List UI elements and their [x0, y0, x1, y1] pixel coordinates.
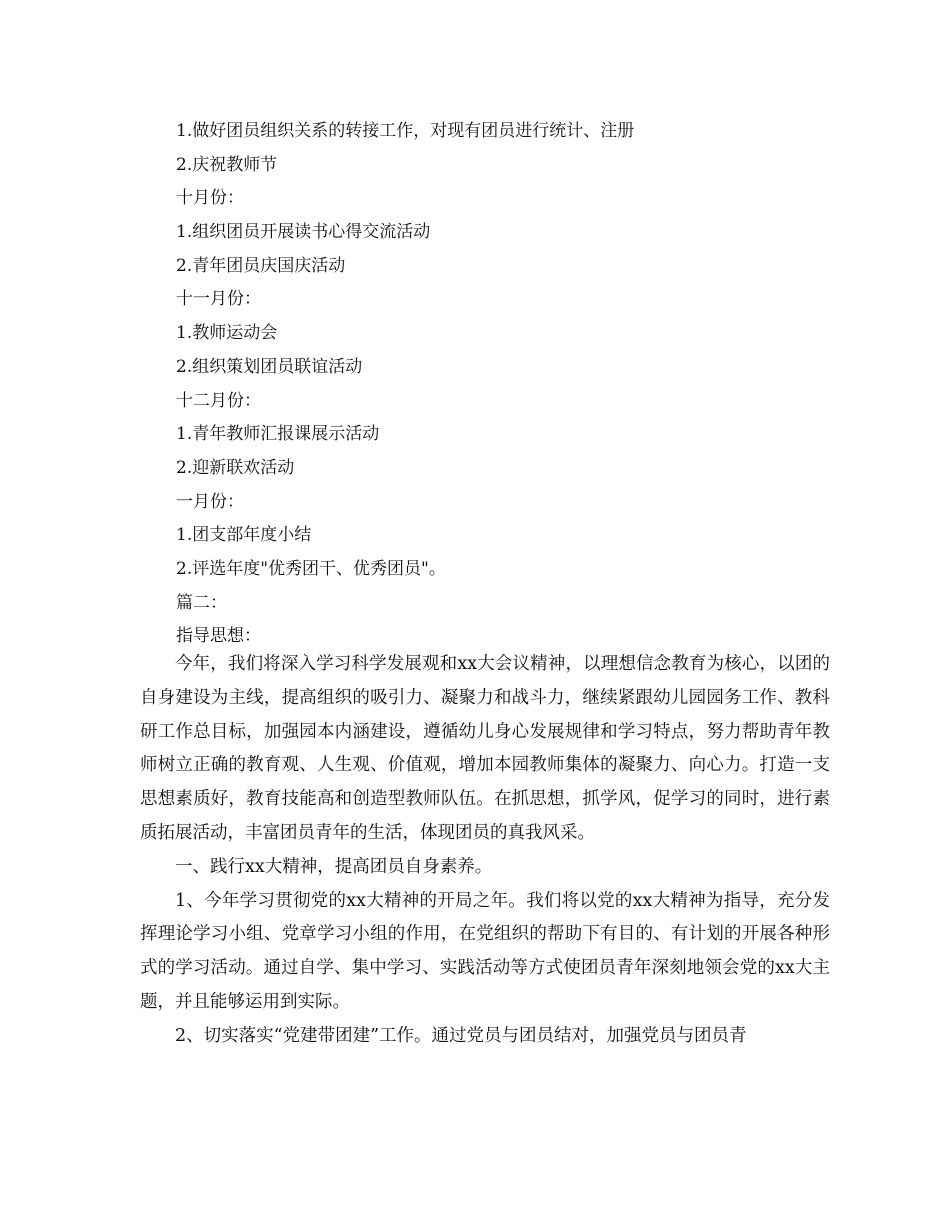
- list-item: 2.庆祝教师节: [176, 154, 278, 175]
- list-item: 2.迎新联欢活动: [176, 457, 295, 478]
- list-item: 2.评选年度"优秀团干、优秀团员"。: [176, 558, 446, 579]
- month-heading: 十一月份：: [176, 289, 261, 310]
- paragraph: 2、切实落实“党建带团建”工作。通过党员与团员结对，加强党员与团员青: [175, 1025, 747, 1046]
- paragraph: 今年，我们将深入学习科学发展观和xx大会议精神，以理想信念教育为核心，以团的自身建设为主线，提高组织的吸引力、凝聚力和战斗力，继续紧跟幼儿园园务工作、教科研工作总目标，加强园本内涵建设，遵循幼儿身心发展规律和学习特点，努力帮助青年教师树立正确的教育观、人生观、价值观，增加本园教师集体的凝聚力、向心力。打造一支思想素质好，教育技能高和创造型教师队伍。在抓思想，抓学风，促学习的同时，进行素质拓展活动，丰富团员青年的生活，体现团员的真我风采。: [140, 654, 830, 843]
- list-item: 1.青年教师汇报课展示活动: [176, 424, 380, 445]
- plan-list: [176, 115, 856, 654]
- body-text: [140, 648, 830, 1054]
- section-heading: 指导思想：: [176, 626, 261, 647]
- list-item: 1.做好团员组织关系的转接工作，对现有团员进行统计、注册: [176, 121, 635, 141]
- list-item: 2.青年团员庆国庆活动: [176, 255, 346, 276]
- list-item: 1.教师运动会: [176, 323, 278, 344]
- list-item: 2.组织策划团员联谊活动: [176, 356, 363, 377]
- list-item: 1.组织团员开展读书心得交流活动: [176, 222, 431, 243]
- month-heading: 十月份：: [176, 188, 244, 209]
- paragraph: 一、践行xx大精神，提高团员自身素养。: [175, 856, 493, 877]
- section-heading: 篇二：: [176, 592, 227, 613]
- paragraph: 1、今年学习贯彻党的xx大精神的开局之年。我们将以党的xx大精神为指导，充分发挥理论学习小组、党章学习小组的作用，在党组织的帮助下有目的、有计划的开展各种形式的学习活动。通过自学、集中学习、实践活动等方式使团员青年深刻地领会党的xx大主题，并且能够运用到实际。: [140, 890, 830, 1012]
- month-heading: 十二月份：: [176, 390, 261, 411]
- month-heading: 一月份：: [176, 491, 244, 512]
- list-item: 1.团支部年度小结: [176, 525, 312, 546]
